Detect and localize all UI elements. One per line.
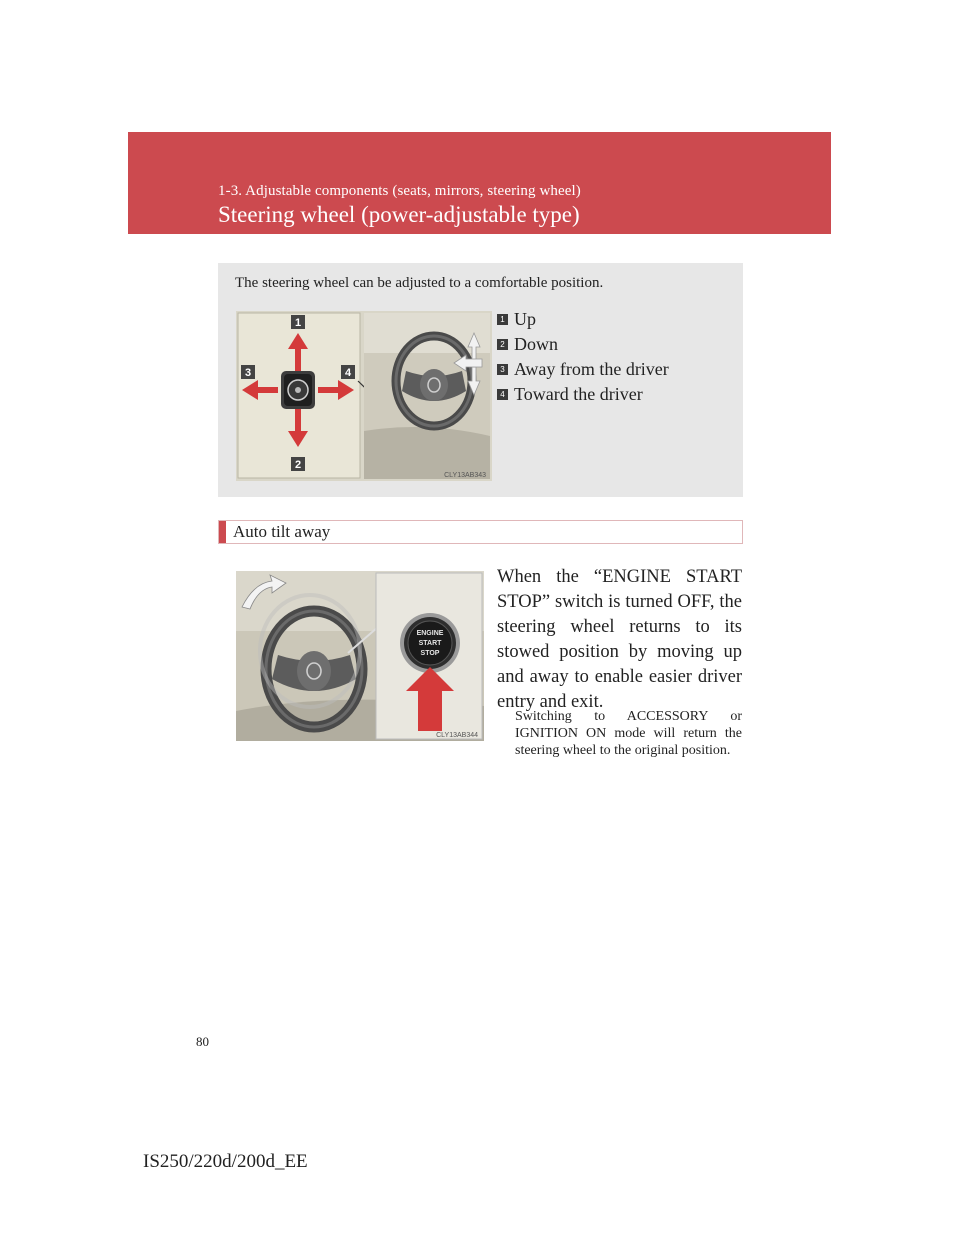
- svg-text:3: 3: [244, 367, 252, 379]
- svg-text:ENGINE: ENGINE: [416, 630, 444, 637]
- model-code: IS250/220d/200d_EE: [143, 1151, 308, 1172]
- intro-text: The steering wheel can be adjusted to a comfortable position.: [235, 275, 604, 291]
- steering-adjust-figure: [236, 311, 492, 481]
- legend-item: [497, 357, 669, 382]
- legend-label: Down: [514, 334, 558, 354]
- legend-item: [497, 307, 669, 332]
- chapter-header: [128, 132, 831, 234]
- svg-text:CLY13AB343: CLY13AB343: [444, 472, 486, 479]
- auto-tilt-description: When the “ENGINE START STOP” switch is turned OFF, the steering wheel returns to its stowed position by moving up and away to enable easier driver entry and exit.: [497, 567, 742, 712]
- svg-text:CLY13AB344: CLY13AB344: [436, 732, 478, 739]
- page-title: Steering wheel (power-adjustable type): [218, 202, 580, 227]
- svg-text:4: 4: [344, 367, 352, 379]
- legend-label: Toward the driver: [514, 384, 643, 404]
- svg-text:START: START: [418, 640, 442, 647]
- legend-list: [497, 307, 669, 407]
- svg-text:STOP: STOP: [420, 650, 440, 657]
- subsection-heading: [218, 520, 743, 544]
- heading-accent-bar: [219, 521, 226, 543]
- legend-label: Up: [514, 309, 536, 329]
- svg-text:1: 1: [294, 317, 302, 329]
- svg-text:2: 2: [294, 459, 302, 471]
- legend-item: [497, 332, 669, 357]
- number-badge: 2: [497, 339, 508, 350]
- number-badge: 1: [497, 314, 508, 325]
- legend-item: [497, 382, 669, 407]
- page-number: 80: [196, 1034, 209, 1049]
- adjustment-info-box: [218, 263, 743, 497]
- engine-start-button-icon: [400, 613, 460, 673]
- auto-tilt-figure: [236, 571, 484, 741]
- number-badge: 3: [497, 364, 508, 375]
- auto-tilt-note: Switching to ACCESSORY or IGNITION ON mode will return the steering wheel to the original position.: [515, 709, 742, 758]
- number-badge: 4: [497, 389, 508, 400]
- legend-label: Away from the driver: [514, 359, 669, 379]
- subsection-title: Auto tilt away: [233, 522, 331, 541]
- section-label: 1-3. Adjustable components (seats, mirrors, steering wheel): [218, 183, 581, 199]
